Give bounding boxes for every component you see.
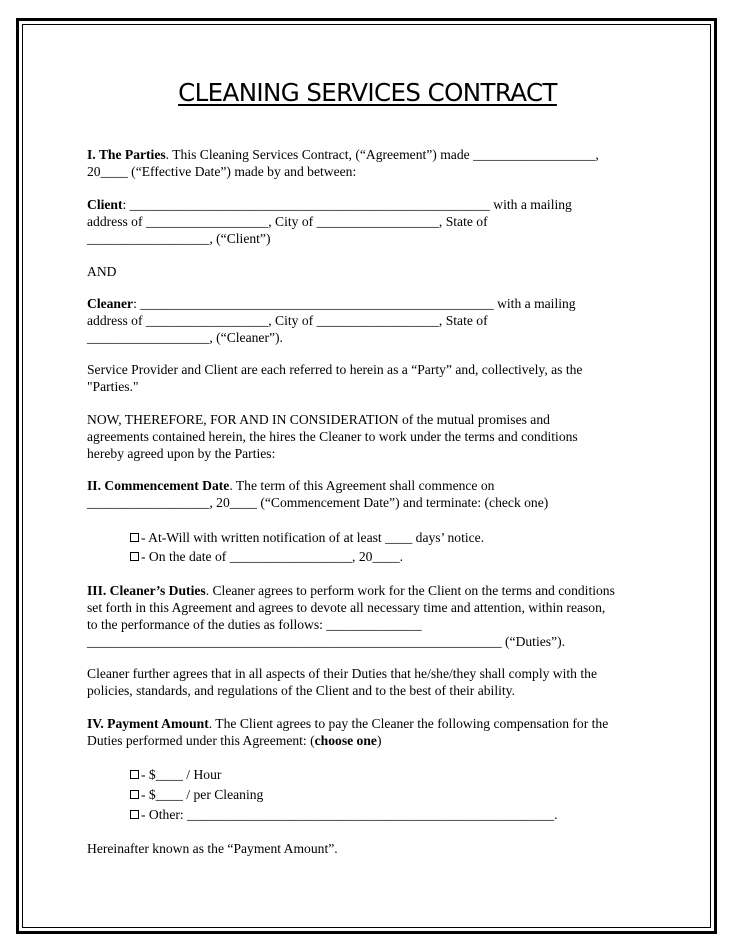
cleaner-line-1: Cleaner: ____________________________________________________ with a mailing [87,296,576,311]
checkbox-on-date[interactable] [130,552,139,561]
parties-line-1: I. The Parties. This Cleaning Services Contract, (“Agreement”) made __________________, [87,147,599,162]
cleaner-label: Cleaner [87,296,134,311]
compliance-line-1: Cleaner further agrees that in all aspects of their Duties that he/she/they shall comply with the [87,666,597,681]
client-label: Client [87,197,123,212]
checkbox-per-cleaning[interactable] [130,790,139,799]
parties-heading: I. The Parties [87,147,166,162]
payment-heading: IV. Payment Amount [87,716,209,731]
and-line: AND [87,264,117,279]
client-line-2: address of __________________, City of __________________, State of [87,214,488,229]
consideration-line-2: agreements contained herein, the hires the Cleaner to work under the terms and conditions [87,429,578,444]
duties-heading: III. Cleaner’s Duties [87,583,206,598]
checkbox-other[interactable] [130,810,139,819]
consideration-line-3: hereby agreed upon by the Parties: [87,446,276,461]
payment-option-per-cleaning: - $____ / per Cleaning [130,787,700,804]
checkbox-at-will[interactable] [130,533,139,542]
parties-definition-line-2: "Parties." [87,379,139,394]
duties-line-4: _____________________________________________________________ (“Duties”). [87,634,566,649]
payment-line-1: IV. Payment Amount. The Client agrees to pay the Cleaner the following compensation for the [87,716,609,731]
payment-amount-definition: Hereinafter known as the “Payment Amount”. [87,841,338,856]
commencement-line-2: __________________, 20____ (“Commencement Date”) and terminate: (check one) [87,495,549,510]
document-title: CLEANING SERVICES CONTRACT [178,78,557,107]
parties-definition-line-1: Service Provider and Client are each referred to herein as a “Party” and, collectively, as the [87,362,583,377]
compliance-line-2: policies, standards, and regulations of the Client and to the best of their ability. [87,683,515,698]
commencement-option-at-will: - At-Will with written notification of at least ____ days’ notice. [130,530,700,547]
commencement-line-1: II. Commencement Date. The term of this Agreement shall commence on [87,478,495,493]
commencement-heading: II. Commencement Date [87,478,230,493]
client-line-3: __________________, (“Client”) [87,231,271,246]
payment-option-other: - Other: ______________________________________________________. [130,807,700,824]
client-line-1: Client: _____________________________________________________ with a mailing [87,197,572,212]
cleaner-line-3: __________________, (“Cleaner”). [87,330,283,345]
commencement-option-date: - On the date of __________________, 20____. [130,549,700,566]
checkbox-hourly[interactable] [130,770,139,779]
payment-line-2: Duties performed under this Agreement: (choose one) [87,733,382,748]
parties-line-2: 20____ (“Effective Date”) made by and between: [87,164,357,179]
duties-line-1: III. Cleaner’s Duties. Cleaner agrees to perform work for the Client on the terms and conditions [87,583,615,598]
duties-line-3: to the performance of the duties as follows: ______________ [87,617,422,632]
duties-line-2: set forth in this Agreement and agrees to devote all necessary time and attention, within reason, [87,600,606,615]
payment-option-hour: - $____ / Hour [130,767,700,784]
cleaner-line-2: address of __________________, City of __________________, State of [87,313,488,328]
consideration-line-1: NOW, THEREFORE, FOR AND IN CONSIDERATION of the mutual promises and [87,412,550,427]
